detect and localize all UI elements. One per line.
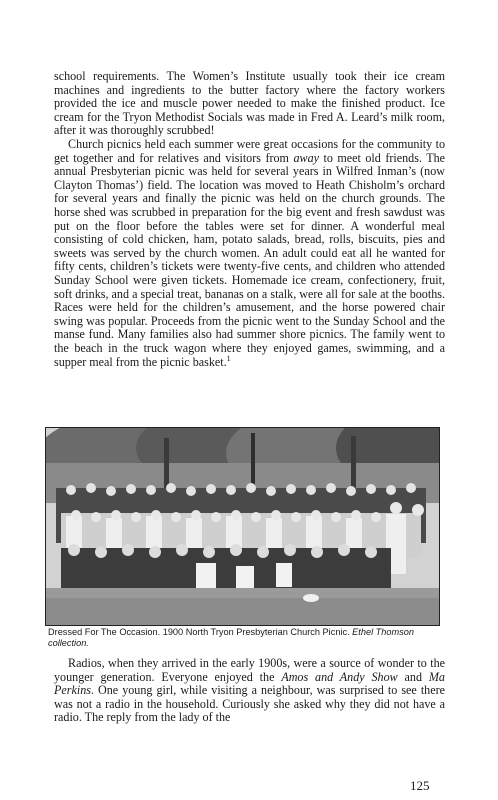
caption-credit: Ethel Thomson collection. bbox=[48, 627, 414, 648]
paragraph-radios-text-b: and bbox=[397, 669, 429, 684]
paragraph-radios bbox=[54, 657, 445, 725]
paragraph-church-picnics-text-a: Church picnics held each summer were great occasions for the community to get together and for relatives and visitors from bbox=[54, 137, 445, 165]
picnic-photo-illustration bbox=[46, 428, 439, 625]
paragraph-church-picnics bbox=[54, 138, 445, 369]
paragraph-radios-text-a: Radios, when they arrived in the early 1900s, were a source of wonder to the younger generation. Everyone enjoyed the bbox=[54, 656, 445, 684]
page-number: 125 bbox=[410, 778, 430, 793]
italic-away: away bbox=[293, 150, 319, 165]
italic-amos-and-andy: Amos and Andy Show bbox=[281, 669, 398, 684]
footnote-marker: 1 bbox=[226, 353, 231, 363]
picnic-photograph bbox=[45, 427, 440, 626]
paragraph-ice-cream bbox=[54, 70, 445, 138]
paragraph-church-picnics-text-b: to meet old friends. The annual Presbyterian picnic was held for several years in Wilfred Inman’s (now Clayton Thomas’) field. The location was moved to Heath Chisholm’s orchard for several years and finally the picnic was held on the church grounds. The horse shed was scrubbed in preparation for the big event and fresh sawdust was put on the floor before the tables were set for dinner. A wonderful meal consisting of cold chicken, ham, potato salads, bread, rolls, biscuits, pies and sweets was served by the church women. An adult could eat all he wanted for fifty cents, children’s tickets were twenty-five cents, and children who attended Sunday School were given tickets. Homemade ice cream, confectionery, fruit, soft drinks, and a special treat, bananas on a stalk, were all for sale at the booths. Races were held for the children’s amusement, and the horse powered chair swing was popular. Proceeds from the picnic went to the Sunday School and the manse fund. Many families also had summer shore picnics. The family went to the beach in the truck wagon where they enjoyed games, swimming, and a supper meal from the picnic basket. bbox=[54, 150, 445, 369]
paragraph-radios-text-c: . One young girl, while visiting a neighbour, was surprised to see there was not a radio in the household. Curiously she asked why they did not have a radio. The reply from the lady of the bbox=[54, 683, 445, 725]
italic-ma-perkins: Ma Perkins bbox=[54, 669, 445, 698]
paragraph-ice-cream-text: school requirements. The Women’s Institute usually took their ice cream machines and ingredients to the butter factory where the factory workers provided the ice and muscle power needed to make the finished product. Ice cream for the Tryon Methodist Socials was made in Fred A. Leard’s milk room, after it was thoroughly scrubbed! bbox=[54, 69, 445, 138]
photo-caption bbox=[48, 627, 440, 649]
caption-text: Dressed For The Occasion. 1900 North Tryon Presbyterian Church Picnic. bbox=[48, 627, 353, 637]
